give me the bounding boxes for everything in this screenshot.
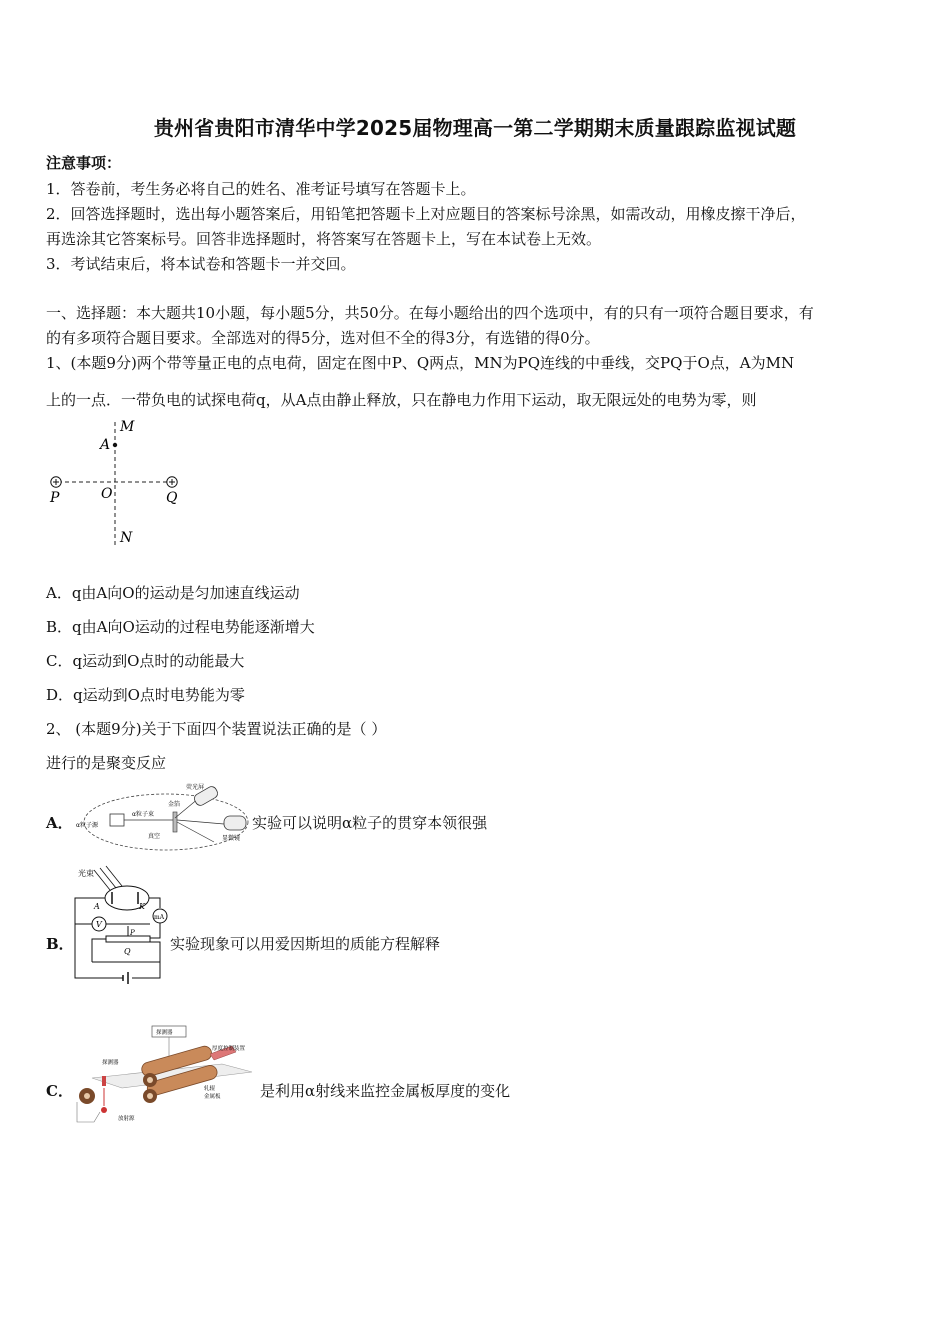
fig-a-label: α粒子源 xyxy=(76,822,98,829)
q2-option-a-letter: A． xyxy=(46,814,73,832)
question-2-stem: 2、 (本题9分)关于下面四个装置说法正确的是（ ） xyxy=(46,720,387,738)
option-b: B．q由A向O运动的过程电势能逐渐增大 xyxy=(46,618,315,636)
point-a xyxy=(113,443,117,447)
section-instruction: 一、选择题：本大题共10小题，每小题5分，共50分。在每小题给出的四个选项中，有的只有一项符合题目要求，有 xyxy=(46,304,814,322)
notice-item: 1．答卷前，考生务必将自己的姓名、准考证号填写在答题卡上。 xyxy=(46,180,476,198)
option-d: D．q运动到O点时电势能为零 xyxy=(46,686,245,704)
label-a: A xyxy=(100,437,111,453)
alpha-scattering-figure xyxy=(74,782,254,854)
fig-c-label: 探测器 xyxy=(156,1030,173,1036)
fig-b-label: A xyxy=(94,902,100,911)
q2-option-c-letter: C． xyxy=(46,1082,73,1100)
notice-item: 2．回答选择题时，选出每小题答案后，用铅笔把答题卡上对应题目的答案标号涂黑，如需改动，用橡皮擦干净后， xyxy=(46,205,806,223)
notice-item: 3．考试结束后，将本试卷和答题卡一并交回。 xyxy=(46,255,356,273)
label-p: P xyxy=(50,490,60,506)
label-m: M xyxy=(120,419,135,435)
thickness-gauge-figure xyxy=(72,1024,262,1130)
fig-b-label: P xyxy=(130,929,135,937)
page-title: 贵州省贵阳市清华中学2025届物理高一第二学期期末质量跟踪监视试题 xyxy=(153,116,797,140)
q2-option-b-letter: B． xyxy=(46,935,74,953)
fig-a-label: α粒子束 xyxy=(132,811,154,818)
fig-a-label: 荧光屏 xyxy=(186,784,205,791)
fig-c-label: 厚度控制装置 xyxy=(212,1046,246,1052)
fig-b-label: V xyxy=(96,920,102,929)
label-q: Q xyxy=(166,490,178,506)
option-a: A．q由A向O的运动是匀加速直线运动 xyxy=(46,584,300,602)
fig-c-label: 金属板 xyxy=(204,1094,221,1100)
fig-b-label: Q xyxy=(124,947,131,956)
section-instruction: 的有多项符合题目要求。全部选对的得5分，选对但不全的得3分，有选错的得0分。 xyxy=(46,329,600,347)
fig-c-label: 探测器 xyxy=(102,1060,119,1066)
question-2-stem: 进行的是聚变反应 xyxy=(46,754,167,772)
photoelectric-circuit-figure xyxy=(72,862,172,986)
q2-option-b-text: 实验现象可以用爱因斯坦的质能方程解释 xyxy=(170,935,441,953)
option-c: C．q运动到O点时的动能最大 xyxy=(46,652,245,670)
fig-a-label: 真空 xyxy=(148,833,161,840)
fig-b-label: K xyxy=(139,902,145,911)
label-o: O xyxy=(101,486,113,502)
fig-b-label: mA xyxy=(154,914,165,921)
fig-c-label: 轧辊 xyxy=(204,1086,216,1092)
notice-item: 再选涂其它答案标号。回答非选择题时，将答案写在答题卡上，写在本试卷上无效。 xyxy=(46,230,602,248)
notice-heading: 注意事项： xyxy=(46,154,122,172)
q1-charge-figure xyxy=(44,416,194,552)
question-1-stem: 上的一点．一带负电的试探电荷q，从A点由静止释放，只在静电力作用下运动，取无限远处的电势为零，则 xyxy=(46,391,757,409)
fig-a-label: 显微镜 xyxy=(222,835,241,842)
fig-c-label: 放射源 xyxy=(118,1116,135,1122)
fig-b-label: 光束 xyxy=(78,869,94,878)
fig-a-label: 金箔 xyxy=(168,801,181,808)
label-n: N xyxy=(120,530,133,546)
q2-option-c-text: 是利用α射线来监控金属板厚度的变化 xyxy=(260,1082,511,1100)
question-1-stem: 1、(本题9分)两个带等量正电的点电荷，固定在图中P、Q两点，MN为PQ连线的中垂线，交PQ于O点，A为MN xyxy=(46,354,795,372)
q2-option-a-text: 实验可以说明α粒子的贯穿本领很强 xyxy=(252,814,488,832)
